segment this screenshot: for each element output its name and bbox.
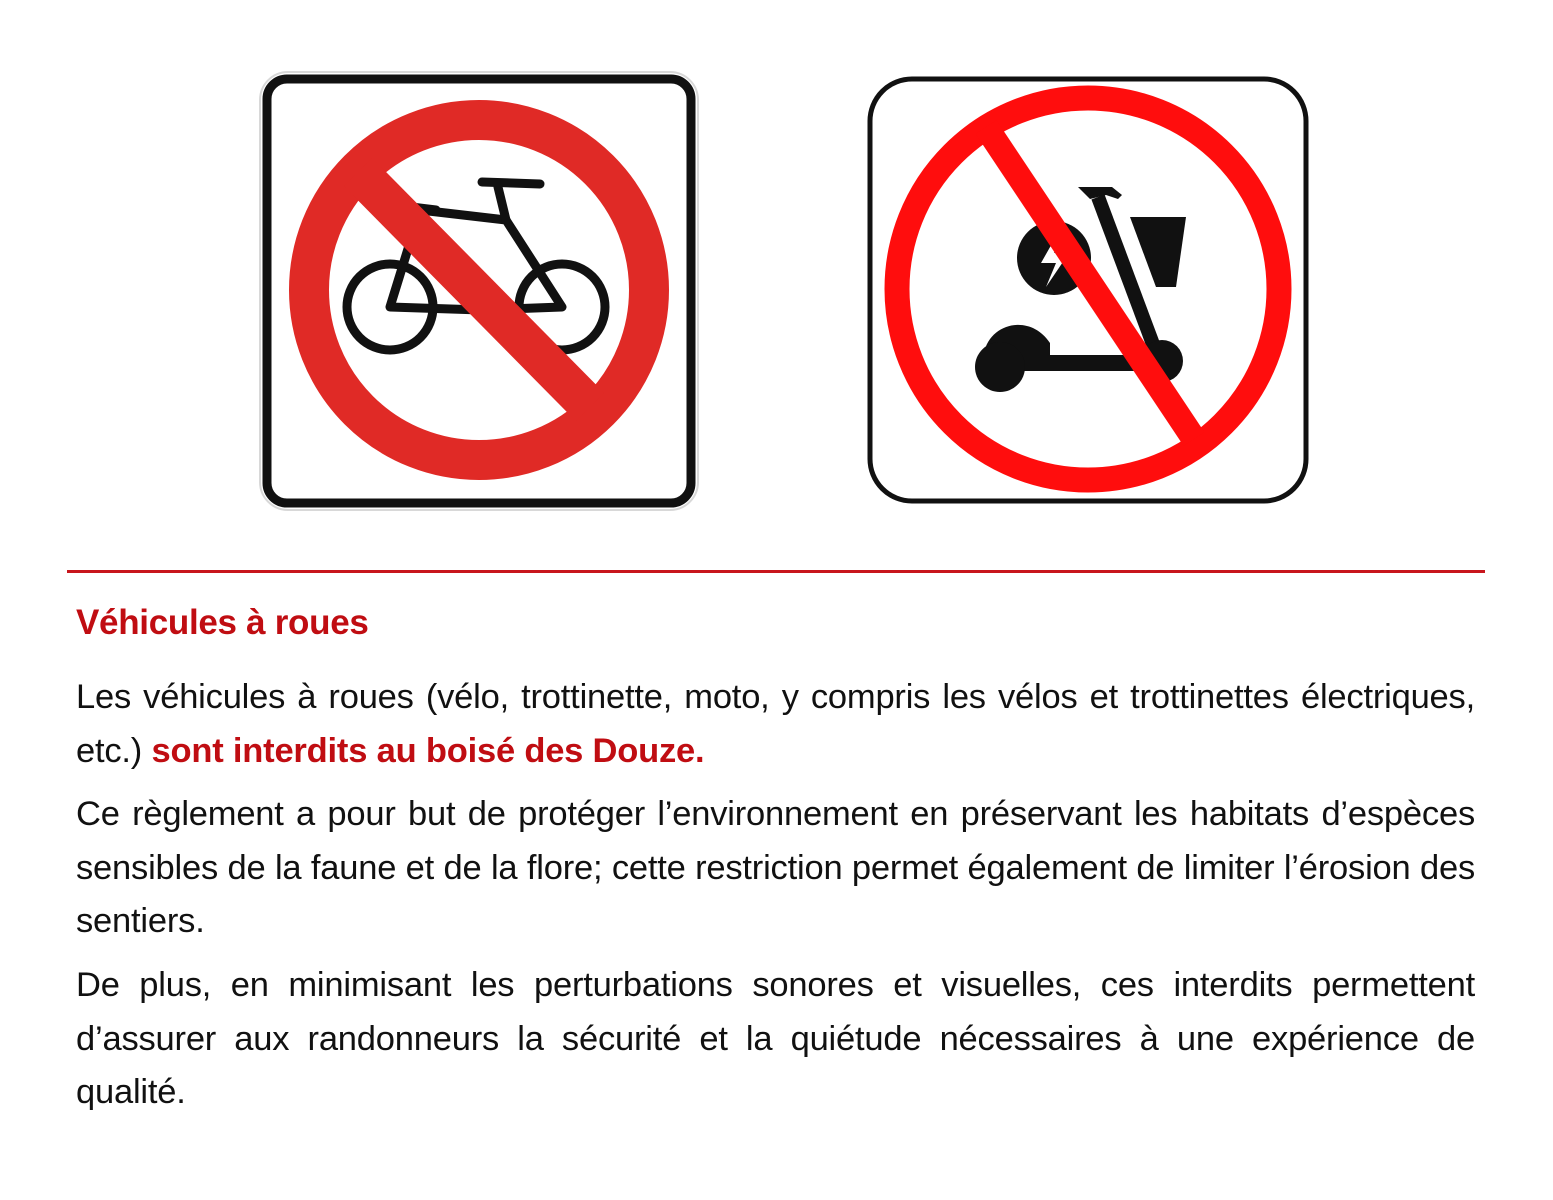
paragraph-wheeled-vehicles xyxy=(76,671,1475,778)
no-bicycle-sign-icon xyxy=(258,70,700,512)
section-divider xyxy=(67,570,1485,573)
paragraph-benefits: De plus, en minimisant les perturbations sonores et visuelles, ces interdits permettent d’assurer aux randonneurs la sécurité et la quiétude nécessaires à une expérience de qualité. xyxy=(76,966,1475,1111)
section-title: Véhicules à roues xyxy=(76,603,369,642)
prohibition-emphasis: sont interdits au boisé des Douze. xyxy=(151,731,705,770)
paragraph-lead-text: Les véhicules à roues (vélo, trottinette, moto, y compris les vélos et trottinettes électriques, etc.) xyxy=(76,678,1475,770)
paragraph-purpose: Ce règlement a pour but de protéger l’environnement en préservant les habitats d’espèces sensibles de la faune et de la flore; cette restriction permet également de limiter l’érosion des sentiers. xyxy=(76,795,1475,940)
no-electric-scooter-sign-icon xyxy=(866,75,1310,505)
